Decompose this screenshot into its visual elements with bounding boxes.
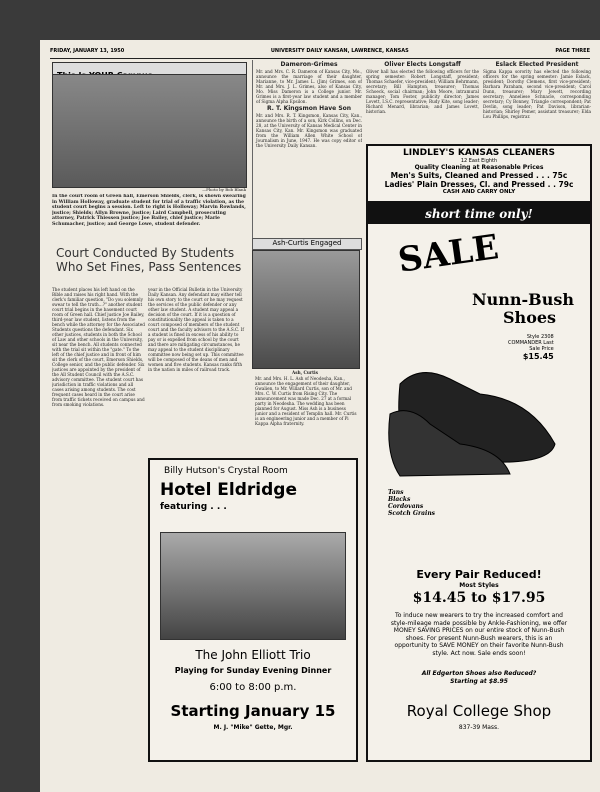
ash-caption: Ash, Curtis	[291, 370, 319, 375]
eldridge-featuring: featuring . . .	[160, 502, 227, 512]
every-pair-reduced: Every Pair Reduced!	[416, 568, 542, 581]
desc-cordovans: Cordovans	[388, 503, 424, 510]
shoe-descriptions	[388, 489, 435, 517]
lindley-cleaners-ad	[366, 144, 592, 203]
nunn-shoes: Shoes	[503, 308, 557, 327]
edgerton-line1: All Edgerton Shoes also Reduced?	[421, 670, 537, 677]
lindley-footer: CASH AND CARRY ONLY	[442, 189, 516, 195]
nunn-brand: Nunn-Bush	[472, 290, 574, 309]
nunn-body: To induce new wearers to try the increased comfort and style-mileage made possible by Ankle-Fashioning, we offer MONEY SAVING PRICES on our entire stock of Nunn-Bush shoes. For present Nunn-Bush wearers, this is an opportunity to SAVE MONEY on their favorite Nunn-Bush style. Act now. Sale ends soon!	[390, 612, 568, 657]
lindley-line1: Men's Suits, Cleaned and Pressed . . . 75c	[390, 171, 568, 180]
trio-start: Starting January 15	[170, 702, 336, 720]
header-page: PAGE THREE	[555, 48, 590, 54]
nunn-bush-ad	[366, 202, 592, 762]
shoe-illustration-icon	[380, 354, 570, 484]
courtroom-photo	[52, 74, 247, 188]
dameron-title: Dameron-Grimes	[280, 61, 338, 68]
trio-name: The John Elliott Trio	[195, 648, 311, 662]
oliver-body: Oliver hall has elected the following officers for the spring semester: Robert Longstaff, president; Thomas Schaefer, vice-president; William Behrmann, secretary; Bill Hampton, treasurer; Thomas Schoeck, social chairman; John Moore, intramural manager; Tom Foster, publicity director; James Lovett, I.S.C. representative; Rudy Kite, song leader; Richard Menard, librarian; and James Lovett, historian.	[366, 69, 479, 114]
lindley-tagline: Quality Cleaning at Reasonable Prices	[414, 164, 544, 171]
dameron-body: Mr. and Mrs. C. R. Dameron of Kansas City, Mo., announce the marriage of their daughter, Marianne, to Mr. James L. (Jim) Grimes, son of Mr. and Mrs. J. L. Grimes, also of Kansas City, Mo. Miss Dameron is a College junior. Mr. Grimes is a first-year law student and a member of Sigma Alpha Epsilon.	[256, 69, 362, 104]
desc-blacks: Blacks	[388, 496, 411, 503]
most-styles: Most Styles	[459, 582, 499, 589]
desc-tans: Tans	[388, 489, 404, 496]
ash-body: Mr. and Mrs. H. L. Ash of Neodesha, Kan., announce the engagement of their daughter, Gwalien, to Mr. Willard Curtis, son of Mr. and Mrs. C. W. Curtis from Rising City. The announcement was made Dec. 27 at a formal party in Neodesha. The wedding has been planned for August. Miss Ash is a business junior and a resident of Templin hall. Mr. Curtis is an engineering junior and a member of Pi Kappa Alpha fraternity.	[255, 376, 357, 426]
sale-heading: SALE	[395, 227, 502, 281]
desc-scotch: Scotch Grains	[388, 510, 436, 517]
edgerton-line2: Starting at $8.95	[450, 678, 508, 685]
trio-playing: Playing for Sunday Evening Dinner	[174, 666, 332, 675]
header-paper: UNIVERSITY DAILY KANSAN, LAWRENCE, KANSAS	[270, 48, 409, 54]
style-number: Style 2308	[526, 334, 554, 340]
photo-credit: —Photo by Bob Blank	[202, 187, 246, 192]
oliver-title: Oliver Elects Longstaff	[384, 61, 461, 68]
shop-name: Royal College Shop	[406, 702, 552, 720]
trio-photo	[160, 532, 346, 640]
sigma-body: Sigma Kappa sorority has elected the following officers for the spring semester: Jamie Eslack, president; Dorothy Clemens, first vice-president; Barbara Paraham, second vice-president; Carol Dunn, treasurer; Mary Jewett, recording secretary; Anneliese Schnacle, corresponding secretary; Cy Bonney, Triangle correspondent; Pat Devlin, song leader; Pat Davison, librarian-historian; Shirley Pemer, assistant treasurer; Elda Lou Phillips, registrar.	[483, 69, 591, 119]
eldridge-mgr: M. J. "Mike" Gette, Mgr.	[213, 724, 293, 731]
court-body-col1: The student places his left hand on the Bible and raises his right hand. With the clerk's familiar question, "Do you solemnly swear to tell the truth...?" another student court trial begins in the basement court room of Green hall. Chief justice Joe Bailey, third-year law student, listens from the bench while the attorney for the Associated Students questions the defendant. Six other justices, students in both the School of Law and other schools in the University, sit near the bench. All students connected with the trial sit within the "gate." To the left of the chief justice and in front of him sit the clerk of the court, Emerson Shields, College senior, and the public defender. Six justices are appointed by the president of the All Student Council with the A.S.C. advisory committee. The student court has jurisdiction in traffic violations and all cases arising among students. The cost frequent cases heard in the court arise from traffic tickets received on campus and from smoking violations.	[52, 287, 145, 407]
kingsmon-body: Mr. and Mrs. R. T. Kingsmon, Kansas City, Kan., announce the birth of a son, Kirk Collins, on Dec. 28, at the University of Kansas Medical Center in Kansas City, Kan. Mr. Kingsmon was graduated from the William Allen White School of Journalism in June, 1947. He was copy editor of the University Daily Kansan.	[256, 113, 362, 148]
eldridge-pre: Billy Hutson's Crystal Room	[164, 466, 288, 476]
sale-price: $15.45	[522, 352, 554, 361]
ash-title: Ash-Curtis Engaged	[252, 238, 362, 250]
sale-price-label: Sale Price	[529, 346, 554, 352]
shop-address: 837-39 Mass.	[458, 724, 500, 731]
newspaper-page	[40, 40, 600, 792]
header-date: FRIDAY, JANUARY 13, 1950	[50, 48, 125, 54]
price-range: $14.45 to $17.95	[412, 590, 546, 606]
style-model: COMMANDER Last	[508, 340, 554, 346]
lindley-title: LINDLEY'S KANSAS CLEANERS	[403, 148, 555, 158]
court-body-col2: year in the Official Bulletin in the University Daily Kansan. Any defendant may either tell his own story to the court or he may request the services of the public defender or any other law student. A student may appeal a decision of the court. If it is a question of constitutionality the appeal is taken to a court composed of members of the student court and the faculty advisors to the A.S.C. If a student is fined in excess of his ability to pay or is expelled from school by the court and there are mitigating circumstances, he may appeal to the student disciplinary committee now being set up. This committee will be composed of the deans of men and women and five students. Kansas ranks fifth in the nation in miles of railroad track.	[148, 287, 244, 372]
trio-time: 6:00 to 8:00 p.m.	[209, 682, 297, 693]
page-header	[50, 48, 590, 59]
sigma-title: Eslack Elected President	[495, 61, 579, 68]
hotel-eldridge-ad	[148, 458, 358, 762]
eldridge-title: Hotel Eldridge	[160, 480, 297, 500]
court-headline: Court Conducted By Students Who Set Fines, Pass Sentences	[56, 246, 242, 274]
lindley-address: 12 East Eighth	[460, 158, 498, 164]
kingsmon-title: R. T. Kingsmon Have Son	[266, 105, 352, 112]
engagement-photo	[252, 250, 360, 369]
lindley-line2: Ladies' Plain Dresses, Cl. and Pressed . . 79c	[384, 180, 574, 189]
photo-caption: In the court room of Green hall, Emerson Shields, clerk, is shown swearing in William Holloway, graduate student for trial of a traffic violation, as the student court begins a session. Left to right is Holloway; Marvin Rowlands, justice; Shields; Allyn Browne, justice; Laird Campbell, prosecuting attorney, Patrick Thiessen justice; Joe Bailey, chief justice; Marie Schumacher, justice; and George Lowe, student defender.	[52, 194, 246, 227]
short-time-banner: short time only!	[368, 204, 590, 224]
